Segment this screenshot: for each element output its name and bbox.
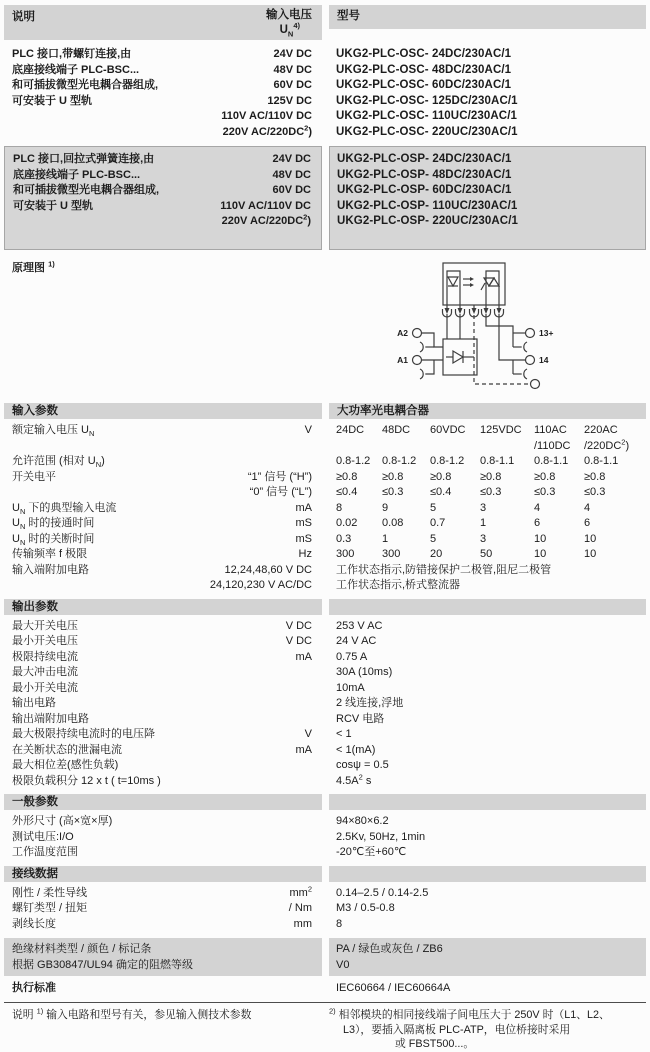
value-cell: ≥0.8 (336, 470, 358, 483)
wiring-row (4, 901, 646, 917)
param-unit: Hz (298, 548, 312, 560)
schematic-section (4, 257, 646, 398)
value-cell: 0.02 (336, 517, 358, 529)
section-title-wiring: 接线数据 (4, 866, 322, 882)
value-cell: 300 (382, 548, 401, 560)
param-label: 允许范围 (相对 $U_N$) (12, 455, 105, 470)
value-cell: 工作状态指示,桥式整流器 (336, 579, 461, 591)
param-label: $U_N$ 时的接通时间 (12, 517, 95, 532)
typical-current-row (4, 501, 646, 517)
terminal-label-14: 14 (539, 355, 549, 365)
param-label: 在关断状态的泄漏电流 (12, 743, 122, 756)
value-cell: 3 (480, 532, 487, 545)
param-label: 刚性 / 柔性导线 (12, 886, 88, 899)
value-cell: IEC60664 / IEC60664A (336, 982, 451, 994)
value-cell: ≤0.3 (382, 486, 404, 498)
value-cell: M3 / 0.5-0.8 (336, 902, 395, 914)
param-unit: V DC (285, 619, 312, 632)
param-qualifier: “0” 信号 (“L”) (249, 486, 312, 498)
wiring-row (4, 883, 646, 902)
value-cell: 0.8-1.1 (480, 455, 515, 467)
header-left-bar (4, 5, 322, 40)
output-row (4, 619, 646, 635)
param-label: 最大冲击电流 (12, 666, 78, 678)
param-label: 最小开关电流 (12, 681, 78, 694)
value-cell: ≤0.3 (480, 486, 502, 498)
param-unit: V (304, 424, 312, 436)
switch-level-low-row (4, 485, 646, 501)
block-description (13, 152, 179, 249)
product-block-spring (4, 146, 646, 250)
voltage-option: 220V $AC/220DC^2$) (222, 122, 312, 138)
value-cell: ≥0.8 (534, 470, 556, 483)
param-label: 执行标准 (12, 982, 56, 994)
voltage-option: 110V AC/110V DC (220, 199, 311, 212)
col-header: 60VDC (430, 424, 466, 436)
value-cell: RCV 电路 (336, 712, 385, 725)
value-cell: 10 (534, 532, 547, 545)
value-cell: 20 (430, 548, 443, 560)
value-cell: < 1 (336, 728, 352, 740)
value-cell: ≥0.8 (382, 470, 404, 483)
terminal-label-a1: A1 (397, 355, 408, 365)
param-unit: / Nm (288, 902, 312, 914)
output-row-integral (4, 771, 646, 790)
value-cell: 253 V AC (336, 619, 383, 632)
input-section-header (4, 403, 646, 419)
voltage-option: 24V DC (272, 153, 311, 165)
param-label: 根据 GB30847/UL94 确定的阻燃等级 (12, 959, 193, 971)
param-unit: mS (295, 517, 312, 529)
value-cell: 8 (336, 501, 343, 514)
value-cell: 6 (534, 517, 541, 529)
model-number: UKG2-PLC-OSP- 220UC/230AC/1 (337, 215, 519, 227)
column-title-model: 型号 (337, 10, 360, 22)
plug-pins (443, 305, 504, 317)
desc-line: 底座接线端子 PLC-BSC... (13, 168, 141, 181)
desc-line: 可安装于 U 型轨 (13, 199, 94, 212)
col-header: 220AC $/220DC^2$) (584, 424, 630, 452)
output-row (4, 665, 646, 681)
value-cell: ≥0.8 (584, 470, 606, 483)
voltage-option: 24V DC (273, 48, 312, 60)
value-cell: 0.8-1.2 (382, 455, 417, 467)
block-models (329, 47, 646, 140)
value-cell: ≤0.3 (534, 486, 556, 498)
section-title-input: 输入参数 (4, 403, 322, 419)
param-qualifier: “1” 信号 (“H”) (247, 470, 312, 483)
output-row (4, 634, 646, 650)
model-number: UKG2-PLC-OSP- 110UC/230AC/1 (337, 199, 518, 212)
section-subtitle-optocoupler: 大功率光电耦合器 (329, 403, 646, 419)
param-label: 传输频率 f 极限 (12, 548, 88, 560)
param-label: 极限负载积分 12 x t ( t=10ms ) (12, 774, 161, 787)
schematic-title: 原理图 $^{1)}$ (12, 259, 55, 274)
block-voltages (180, 47, 312, 140)
input-addon-circuit-row-1 (4, 563, 646, 579)
param-label: 最小开关电压 (12, 635, 78, 647)
param-label: 最大极限持续电流时的电压降 (12, 728, 155, 740)
value-cell: ≥0.8 (480, 470, 502, 483)
value-cell: PA / 绿色或灰色 / ZB6 (336, 943, 443, 955)
value-cell: V0 (336, 959, 350, 971)
value-cell: 24 V AC (336, 635, 377, 647)
param-unit: mS (295, 532, 312, 545)
value-cell: ≤0.3 (584, 486, 606, 498)
value-cell: ≥0.8 (430, 470, 452, 483)
value-cell: 2 线连接,浮地 (336, 697, 404, 709)
param-label: 最大开关电压 (12, 619, 78, 632)
desc-line: 和可插拔微型光电耦合器组成, (13, 184, 160, 196)
terminal-label-a2: A2 (397, 328, 408, 338)
output-row (4, 696, 646, 712)
value-cell: 10 (534, 548, 547, 560)
desc-line: PLC 接口,回拉式弹簧连接,由 (13, 153, 155, 165)
param-label: 额定输入电压 $U_N$ (12, 424, 95, 439)
value-cell: 10mA (336, 681, 365, 694)
voltage-column-headers (329, 423, 646, 454)
desc-line: 和可插拔微型光电耦合器组成, (12, 79, 159, 91)
param-label: 输出电路 (12, 697, 56, 709)
value-cell: 0.75 A (336, 650, 368, 663)
model-number: UKG2-PLC-OSC- 220UC/230AC/1 (336, 125, 518, 138)
param-label: 开关电平 (12, 470, 56, 483)
value-cell: ≤0.4 (430, 486, 452, 498)
footnote-2: $^{2)}$ 相邻模块的相同接线端子间电压大于 250V 时（L1、L2、 L3），要插入隔离板 PLC-ATP，电位桥接时采用 或 FBST500...。 (329, 1006, 610, 1050)
terminal-label-13: 13+ (539, 328, 554, 338)
value-cell: 0.14–2.5 / 0.14-2.5 (336, 886, 429, 899)
value-cell: -20℃至+60℃ (336, 846, 407, 858)
value-cell: 8 (336, 917, 343, 930)
param-label: 绝缘材料类型 / 颜色 / 标记条 (12, 943, 152, 955)
rated-voltage-row (4, 423, 646, 454)
value-cell: 30A (10ms) (336, 666, 393, 678)
value-cell: 10 (584, 532, 597, 545)
param-qualifier: 12,24,48,60 V DC (224, 563, 312, 576)
value-cell: $4.5A^2$ s (336, 771, 372, 787)
param-label: 测试电压:I/O (12, 830, 74, 843)
value-cell: 0.8-1.2 (430, 455, 465, 467)
voltage-option: 60V DC (272, 184, 311, 196)
block-models (329, 146, 646, 250)
block-voltages (179, 152, 311, 249)
value-cell: 工作状态指示,防错接保护二极管,阻尼二极管 (336, 563, 552, 576)
model-number: UKG2-PLC-OSP- 48DC/230AC/1 (337, 168, 512, 181)
value-cell: 0.08 (382, 517, 404, 529)
value-cell: 0.7 (430, 517, 446, 529)
param-label: 外形尺寸 (高×宽×厚) (12, 815, 113, 827)
header-right-bar (329, 5, 646, 29)
wiring-section-header (4, 866, 646, 882)
turn-off-time-row (4, 532, 646, 548)
param-unit: $mm^2$ (289, 883, 312, 899)
voltage-option: 48V DC (273, 63, 312, 76)
allowed-range-row (4, 454, 646, 470)
value-cell: 6 (584, 517, 591, 529)
model-number: UKG2-PLC-OSC- 24DC/230AC/1 (336, 48, 512, 60)
value-cell: 50 (480, 548, 493, 560)
section-bar-spacer (329, 866, 646, 882)
top-header (4, 5, 646, 40)
col-header: 125VDC (480, 424, 522, 436)
block-description (12, 47, 180, 140)
param-label: 剥线长度 (12, 917, 56, 930)
model-number: UKG2-PLC-OSP- 60DC/230AC/1 (337, 184, 512, 196)
value-cell: 10 (584, 548, 597, 560)
column-title-input-voltage: 输入电压 $U_N^{4)}$ (266, 9, 312, 39)
general-row (4, 845, 646, 861)
param-label: $U_N$ 下的典型输入电流 (12, 501, 117, 516)
value-cell: < 1(mA) (336, 743, 376, 756)
footnote-1: 说明 $^{1)}$ 输入电路和型号有关，参见输入侧技术参数 (12, 1006, 252, 1021)
value-cell: 9 (382, 501, 389, 514)
voltage-option: 220V $AC/220DC^2$) (221, 212, 311, 227)
param-unit: V (304, 728, 312, 740)
value-cell: 0.8-1.2 (336, 455, 371, 467)
value-cell: 0.8-1.1 (534, 455, 569, 467)
value-cell: 0.3 (336, 532, 352, 545)
param-unit: mA (295, 743, 312, 756)
value-cell: 300 (336, 548, 355, 560)
col-header: 48DC (382, 424, 411, 436)
param-unit: mA (295, 501, 312, 514)
value-cell: 5 (430, 501, 437, 514)
param-label: 极限持续电流 (12, 650, 78, 663)
voltage-option: 125V DC (267, 94, 312, 107)
param-label: 输入端附加电路 (12, 563, 89, 576)
standard-row (4, 980, 646, 996)
product-block-screw (4, 47, 646, 140)
param-label: $U_N$ 时的关断时间 (12, 532, 95, 547)
value-cell: 4 (584, 501, 591, 514)
output-row (4, 743, 646, 759)
general-row (4, 814, 646, 830)
model-number: UKG2-PLC-OSC- 110UC/230AC/1 (336, 110, 518, 122)
col-header: 110AC /110DC (534, 424, 571, 452)
circuit-diagram (387, 257, 643, 393)
column-title-description: 说明 (12, 11, 35, 23)
wiring-row (4, 917, 646, 933)
param-label: 输出端附加电路 (12, 712, 89, 725)
voltage-option: 48V DC (272, 168, 311, 181)
param-unit: mA (295, 650, 312, 663)
output-row (4, 650, 646, 666)
value-cell: 3 (480, 501, 487, 514)
general-section-header (4, 794, 646, 810)
material-block (4, 938, 646, 976)
section-bar-spacer (329, 794, 646, 810)
output-row (4, 758, 646, 774)
output-row (4, 727, 646, 743)
value-cell: ≤0.4 (336, 486, 358, 498)
general-row (4, 830, 646, 846)
turn-on-time-row (4, 516, 646, 532)
value-cell: 1 (480, 517, 487, 529)
model-number: UKG2-PLC-OSC- 60DC/230AC/1 (336, 79, 512, 91)
param-unit: mm (293, 917, 312, 930)
value-cell: 2.5Kv, 50Hz, 1min (336, 830, 426, 843)
model-number: UKG2-PLC-OSP- 24DC/230AC/1 (337, 153, 512, 165)
output-section-header (4, 599, 646, 615)
section-bar-spacer (329, 599, 646, 615)
switch-level-high-row (4, 470, 646, 486)
param-label: 工作温度范围 (12, 846, 78, 858)
param-qualifier: 24,120,230 V AC/DC (209, 579, 312, 591)
value-cell: 0.8-1.1 (584, 455, 619, 467)
param-label: 螺钉类型 / 扭矩 (12, 902, 88, 914)
value-cell: 94×80×6.2 (336, 815, 389, 827)
voltage-option: 110V AC/110V DC (221, 110, 312, 122)
value-cell: 5 (430, 532, 437, 545)
value-cell: cosψ = 0.5 (336, 759, 389, 771)
param-unit: V DC (285, 635, 312, 647)
voltage-option: 60V DC (273, 79, 312, 91)
input-addon-circuit-row-2 (4, 578, 646, 594)
output-row (4, 712, 646, 728)
section-title-output: 输出参数 (4, 599, 322, 615)
desc-line: 可安装于 U 型轨 (12, 94, 93, 107)
value-cell: 1 (382, 532, 389, 545)
desc-line: 底座接线端子 PLC-BSC... (12, 63, 140, 76)
frequency-limit-row (4, 547, 646, 563)
param-label: 最大相位差(感性负载) (12, 759, 119, 771)
model-number: UKG2-PLC-OSC- 125DC/230AC/1 (336, 94, 518, 107)
value-cell: 4 (534, 501, 541, 514)
section-title-general: 一般参数 (4, 794, 322, 810)
model-number: UKG2-PLC-OSC- 48DC/230AC/1 (336, 63, 512, 76)
output-row (4, 681, 646, 697)
footnotes (4, 1002, 646, 1052)
col-header: 24DC (336, 424, 365, 436)
desc-line: PLC 接口,带螺钉连接,由 (12, 48, 132, 60)
